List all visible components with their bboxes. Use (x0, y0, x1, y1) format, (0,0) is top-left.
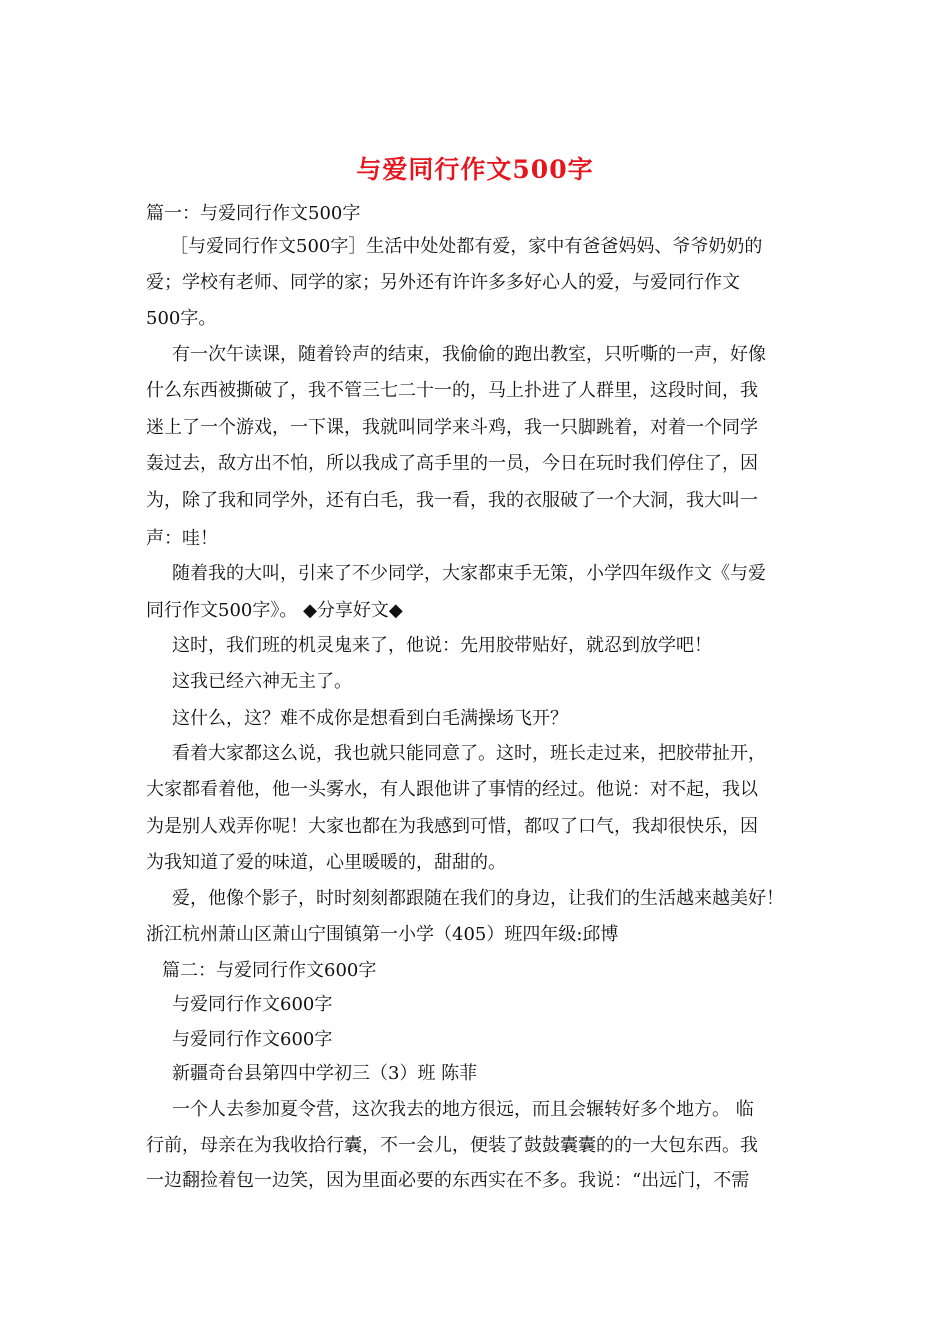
paragraph-line: 行前，母亲在为我收拾行囊，不一会儿，便装了鼓鼓囊囊的的一大包东西。我 (146, 1135, 758, 1156)
section-heading: 篇二：与爱同行作文600字 (162, 960, 377, 981)
paragraph-line: 什么东西被撕破了，我不管三七二十一的，马上扑进了人群里，这段时间，我 (146, 380, 758, 401)
paragraph-line: 爱，他像个影子，时时刻刻都跟随在我们的身边，让我们的生活越来越美好！ (172, 888, 784, 909)
paragraph-line: 这时，我们班的机灵鬼来了，他说：先用胶带贴好，就忍到放学吧！ (172, 635, 712, 656)
author-line: 新疆奇台县第四中学初三（3）班 陈菲 (172, 1063, 478, 1084)
paragraph-line: ［与爱同行作文500字］生活中处处都有爱，家中有爸爸妈妈、爷爷奶奶的 (170, 236, 763, 257)
paragraph-line: 为我知道了爱的味道，心里暖暖的，甜甜的。 (146, 852, 506, 873)
paragraph-line: 一个人去参加夏令营，这次我去的地方很远，而且会辗转好多个地方。 临 (172, 1099, 754, 1120)
paragraph-line: 看着大家都这么说，我也就只能同意了。这时，班长走过来，把胶带扯开， (172, 743, 766, 764)
author-line: 浙江杭州萧山区萧山宁围镇第一小学（405）班四年级:邱博 (146, 924, 619, 945)
paragraph-line: 爱；学校有老师、同学的家；另外还有许许多多好心人的爱，与爱同行作文 (146, 272, 740, 293)
paragraph-line: 大家都看着他，他一头雾水，有人跟他讲了事情的经过。他说：对不起，我以 (146, 779, 758, 800)
subtitle-line: 与爱同行作文600字 (172, 994, 333, 1015)
paragraph-line: 轰过去，敌方出不怕，所以我成了高手里的一员，今日在玩时我们停住了，因 (146, 453, 758, 474)
section-heading: 篇一：与爱同行作文500字 (146, 203, 361, 224)
paragraph-line: 这什么，这？难不成你是想看到白毛满操场飞开？ (172, 708, 568, 729)
paragraph-line: 为，除了我和同学外，还有白毛，我一看，我的衣服破了一个大洞，我大叫一 (146, 490, 758, 511)
paragraph-line: 随着我的大叫，引来了不少同学，大家都束手无策，小学四年级作文《与爱 (172, 563, 766, 584)
paragraph-line: 声：哇！ (146, 528, 218, 549)
paragraph-line: 500字。 (146, 308, 217, 329)
subtitle-line: 与爱同行作文600字 (172, 1029, 333, 1050)
paragraph-line: 为是别人戏弄你呢！大家也都在为我感到可惜，都叹了口气，我却很快乐，因 (146, 816, 758, 837)
paragraph-line: 有一次午读课，随着铃声的结束，我偷偷的跑出教室，只听嘶的一声，好像 (172, 344, 766, 365)
paragraph-line: 迷上了一个游戏，一下课，我就叫同学来斗鸡，我一只脚跳着，对着一个同学 (146, 417, 758, 438)
document-title: 与爱同行作文500字 (356, 155, 594, 184)
paragraph-line: 一边翻捡着包一边笑，因为里面必要的东西实在不多。我说：“出远门，不需 (146, 1170, 750, 1191)
paragraph-line: 这我已经六神无主了。 (172, 671, 352, 692)
paragraph-line: 同行作文500字》。 ◆分享好文◆ (146, 600, 403, 621)
